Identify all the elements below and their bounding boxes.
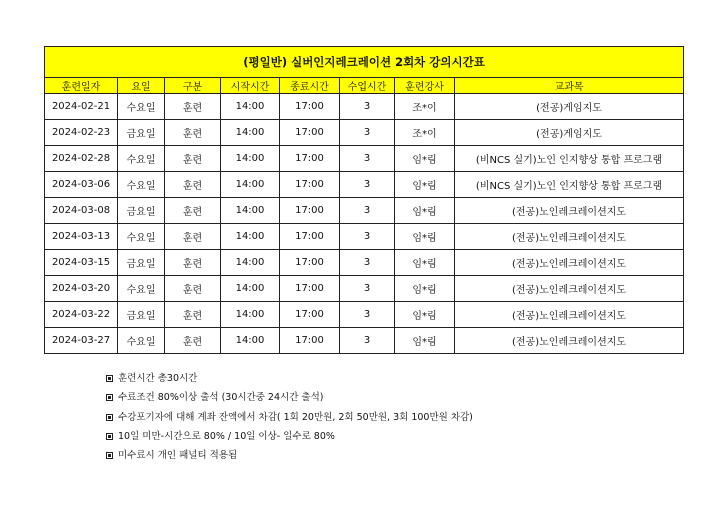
- table-row: [45, 146, 684, 172]
- day-cell: 수요일: [118, 276, 165, 302]
- date-cell: 2024-03-06: [45, 172, 118, 198]
- class-hours-cell: 3: [340, 276, 395, 302]
- schedule-sheet: [44, 46, 683, 354]
- end-time-cell: 17:00: [280, 198, 340, 224]
- start-time-cell: 14:00: [221, 302, 280, 328]
- square-bullet-icon: [106, 414, 113, 421]
- class-hours-cell: 3: [340, 94, 395, 120]
- header-subject: 교과목: [455, 78, 684, 94]
- day-cell: 수요일: [118, 146, 165, 172]
- square-bullet-icon: [106, 433, 113, 440]
- table-row: [45, 250, 684, 276]
- day-cell: 금요일: [118, 198, 165, 224]
- note-item: [106, 369, 473, 388]
- class-hours-cell: 3: [340, 224, 395, 250]
- table-row: [45, 198, 684, 224]
- start-time-cell: 14:00: [221, 120, 280, 146]
- instructor-cell: 임*림: [395, 172, 455, 198]
- subject-cell: (전공)게임지도: [455, 120, 684, 146]
- instructor-cell: 조*이: [395, 120, 455, 146]
- day-cell: 수요일: [118, 224, 165, 250]
- schedule-body: [45, 94, 684, 354]
- subject-cell: (전공)노인레크레이션지도: [455, 198, 684, 224]
- schedule-table: [44, 46, 684, 354]
- subject-cell: (전공)노인레크레이션지도: [455, 224, 684, 250]
- date-cell: 2024-03-27: [45, 328, 118, 354]
- start-time-cell: 14:00: [221, 146, 280, 172]
- subject-cell: (전공)노인레크레이션지도: [455, 250, 684, 276]
- end-time-cell: 17:00: [280, 276, 340, 302]
- note-text: 수강포기자에 대해 계좌 잔액에서 차감( 1회 20만원, 2회 50만원, 3회 100만원 차감): [118, 411, 473, 423]
- date-cell: 2024-02-23: [45, 120, 118, 146]
- start-time-cell: 14:00: [221, 276, 280, 302]
- type-cell: 훈련: [165, 146, 221, 172]
- instructor-cell: 임*림: [395, 198, 455, 224]
- note-text: 10일 미만-시간으로 80% / 10일 이상- 일수로 80%: [118, 430, 335, 442]
- subject-cell: (전공)노인레크레이션지도: [455, 302, 684, 328]
- subject-cell: (전공)노인레크레이션지도: [455, 328, 684, 354]
- class-hours-cell: 3: [340, 172, 395, 198]
- header-day: 요일: [118, 78, 165, 94]
- header-start-time: 시작시간: [221, 78, 280, 94]
- day-cell: 금요일: [118, 302, 165, 328]
- day-cell: 금요일: [118, 120, 165, 146]
- header-end-time: 종료시간: [280, 78, 340, 94]
- instructor-cell: 임*림: [395, 328, 455, 354]
- day-cell: 금요일: [118, 250, 165, 276]
- type-cell: 훈련: [165, 198, 221, 224]
- type-cell: 훈련: [165, 172, 221, 198]
- note-item: [106, 388, 473, 407]
- note-item: [106, 408, 473, 427]
- class-hours-cell: 3: [340, 120, 395, 146]
- end-time-cell: 17:00: [280, 120, 340, 146]
- note-item: [106, 427, 473, 446]
- instructor-cell: 조*이: [395, 94, 455, 120]
- class-hours-cell: 3: [340, 328, 395, 354]
- date-cell: 2024-02-28: [45, 146, 118, 172]
- note-text: 미수료시 개인 패널티 적용됨: [118, 450, 238, 462]
- class-hours-cell: 3: [340, 302, 395, 328]
- start-time-cell: 14:00: [221, 328, 280, 354]
- instructor-cell: 임*림: [395, 224, 455, 250]
- table-row: [45, 120, 684, 146]
- start-time-cell: 14:00: [221, 224, 280, 250]
- type-cell: 훈련: [165, 224, 221, 250]
- class-hours-cell: 3: [340, 250, 395, 276]
- type-cell: 훈련: [165, 302, 221, 328]
- header-instructor: 훈련강사: [395, 78, 455, 94]
- end-time-cell: 17:00: [280, 172, 340, 198]
- end-time-cell: 17:00: [280, 94, 340, 120]
- day-cell: 수요일: [118, 94, 165, 120]
- start-time-cell: 14:00: [221, 198, 280, 224]
- start-time-cell: 14:00: [221, 94, 280, 120]
- subject-cell: (비NCS 실기)노인 인지향상 통합 프로그램: [455, 146, 684, 172]
- start-time-cell: 14:00: [221, 172, 280, 198]
- day-cell: 수요일: [118, 328, 165, 354]
- day-cell: 수요일: [118, 172, 165, 198]
- table-row: [45, 172, 684, 198]
- table-row: [45, 328, 684, 354]
- note-item: [106, 446, 473, 465]
- note-text: 훈련시간 총30시간: [118, 373, 198, 384]
- class-hours-cell: 3: [340, 198, 395, 224]
- type-cell: 훈련: [165, 94, 221, 120]
- type-cell: 훈련: [165, 250, 221, 276]
- note-text: 수료조건 80%이상 출석 (30시간중 24시간 출석): [118, 392, 324, 404]
- start-time-cell: 14:00: [221, 250, 280, 276]
- table-row: [45, 94, 684, 120]
- subject-cell: (전공)노인레크레이션지도: [455, 276, 684, 302]
- end-time-cell: 17:00: [280, 224, 340, 250]
- table-row: [45, 224, 684, 250]
- date-cell: 2024-03-08: [45, 198, 118, 224]
- type-cell: 훈련: [165, 120, 221, 146]
- subject-cell: (비NCS 실기)노인 인지향상 통합 프로그램: [455, 172, 684, 198]
- subject-cell: (전공)게임지도: [455, 94, 684, 120]
- square-bullet-icon: [106, 375, 113, 382]
- column-header-row: [45, 78, 684, 94]
- header-class-hours: 수업시간: [340, 78, 395, 94]
- date-cell: 2024-02-21: [45, 94, 118, 120]
- table-row: [45, 302, 684, 328]
- header-type: 구분: [165, 78, 221, 94]
- instructor-cell: 임*림: [395, 250, 455, 276]
- instructor-cell: 임*림: [395, 302, 455, 328]
- type-cell: 훈련: [165, 276, 221, 302]
- date-cell: 2024-03-15: [45, 250, 118, 276]
- square-bullet-icon: [106, 452, 113, 459]
- instructor-cell: 임*림: [395, 276, 455, 302]
- type-cell: 훈련: [165, 328, 221, 354]
- date-cell: 2024-03-22: [45, 302, 118, 328]
- page-title: (평일반) 실버인지레크레이션 2회차 강의시간표: [45, 47, 684, 78]
- instructor-cell: 임*림: [395, 146, 455, 172]
- end-time-cell: 17:00: [280, 302, 340, 328]
- square-bullet-icon: [106, 394, 113, 401]
- date-cell: 2024-03-20: [45, 276, 118, 302]
- date-cell: 2024-03-13: [45, 224, 118, 250]
- header-date: 훈련일자: [45, 78, 118, 94]
- end-time-cell: 17:00: [280, 250, 340, 276]
- end-time-cell: 17:00: [280, 146, 340, 172]
- table-row: [45, 276, 684, 302]
- notes-list: [106, 369, 473, 465]
- class-hours-cell: 3: [340, 146, 395, 172]
- end-time-cell: 17:00: [280, 328, 340, 354]
